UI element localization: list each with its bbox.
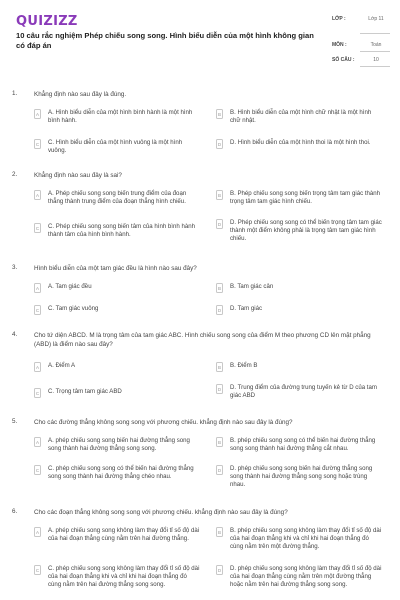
option-box[interactable]: A: [34, 362, 41, 372]
option-box[interactable]: C: [34, 465, 41, 475]
option-box[interactable]: A: [34, 190, 41, 200]
mon-label: MÔN :: [332, 42, 347, 48]
question-text: Cho tứ diện ABCD. M là trọng tâm của tam giác ABC. Hình chiếu song song của điểm M theo phương CD lên mặt phẳng (ABD) là điểm nào sau đây?: [34, 332, 371, 348]
option-text: B. phép chiếu song song không làm thay đổi tỉ số độ dài của hai đoạn thẳng khi và chỉ khi hai đoạn thẳng đó cùng nằm trên một đường thẳng.: [230, 527, 382, 551]
option-box[interactable]: D: [216, 384, 223, 394]
option-text: A. Phép chiếu song song biến trung điểm của đoạn thẳng thành trung điểm của đoạn thẳng hình chiếu.: [48, 190, 187, 206]
question-text: Cho các đường thẳng không song song với phương chiếu. khẳng định nào sau đây là đúng?: [34, 419, 293, 426]
lop-label: LỚP :: [332, 16, 346, 22]
option-text: D. Tam giác: [230, 305, 263, 312]
question-text: Khẳng định nào sau đây là đúng.: [34, 91, 127, 98]
option-text: C. Tam giác vuông: [48, 305, 99, 312]
option-box[interactable]: D: [216, 305, 223, 315]
option-box[interactable]: A: [34, 109, 41, 119]
option-text: B. phép chiếu song song có thể biến hai đường thẳng song song thành hai đường thẳng cắt nhau.: [230, 437, 376, 453]
option-text: A. phép chiếu song song không làm thay đổi tỉ số độ dài của hai đoạn thẳng cùng nằm trên hai đường thẳng.: [48, 527, 200, 543]
question-number: 6.: [12, 508, 18, 515]
lop-value: Lớp 11: [368, 16, 384, 22]
worksheet-header: [0, 0, 400, 80]
socau-label: SỐ CÂU :: [332, 57, 355, 63]
question-number: 3.: [12, 264, 18, 271]
option-box[interactable]: B: [216, 283, 223, 293]
option-box[interactable]: D: [216, 465, 223, 475]
option-box[interactable]: C: [34, 139, 41, 149]
option-text: D. Trung điểm của đường trung tuyến kẻ từ D của tam giác ABD: [230, 384, 377, 400]
option-text: B. Tam giác cân: [230, 283, 274, 290]
option-box[interactable]: B: [216, 190, 223, 200]
option-box[interactable]: D: [216, 139, 223, 149]
question-number: 2.: [12, 171, 18, 178]
option-box[interactable]: D: [216, 219, 223, 229]
question-text: Hình biểu diễn của một tam giác đều là hình nào sau đây?: [34, 265, 197, 272]
option-box[interactable]: D: [216, 565, 223, 575]
socau-value: 10: [373, 57, 379, 63]
option-box[interactable]: C: [34, 565, 41, 575]
divider: [360, 66, 390, 67]
option-text: C. Trọng tâm tam giác ABD: [48, 388, 122, 395]
option-text: B. Điểm B: [230, 362, 258, 369]
option-text: A. phép chiếu song song biến hai đường thẳng song song thành hai đường thẳng song song.: [48, 437, 190, 453]
option-text: D. phép chiếu song song biến hai đường thẳng song song thành hai đường thẳng song song hoặc trùng nhau.: [230, 465, 373, 489]
option-text: A. Tam giác đều: [48, 283, 92, 290]
option-text: B. Phép chiếu song song biến trọng tâm tam giác thành trọng tâm tam giác hình chiếu.: [230, 190, 381, 206]
option-box[interactable]: A: [34, 437, 41, 447]
option-text: C. Hình biểu diễn của một hình vuông là một hình vuông.: [48, 139, 183, 155]
question-text: Cho các đoạn thẳng không song song với phương chiếu. khẳng định nào sau đây là đúng?: [34, 509, 288, 516]
option-text: C. Phép chiếu song song biến tâm của hình bình hành thành tâm của hình bình hành.: [48, 223, 196, 239]
option-box[interactable]: C: [34, 388, 41, 398]
option-box[interactable]: B: [216, 527, 223, 537]
question-number: 4.: [12, 331, 18, 338]
divider: [360, 33, 390, 34]
option-box[interactable]: C: [34, 305, 41, 315]
option-text: D. Phép chiếu song song có thể biến trọng tâm tam giác thành một điểm không phải là trọng tâm tam giác hình chiếu.: [230, 219, 382, 243]
option-text: C. phép chiếu song song không làm thay đổi tỉ số độ dài của hai đoạn thẳng khi và chỉ khi hai đoạn thẳng đó cùng nằm trên hai đường thẳng song song.: [48, 565, 200, 589]
option-text: D. phép chiếu song song không làm thay đổi tỉ số độ dài của hai đoạn thẳng cùng nằm trên một đường thẳng hoặc nằm trên hai đường thẳng song song.: [230, 565, 382, 589]
divider: [360, 51, 390, 52]
option-text: B. Hình biểu diễn của một hình chữ nhật là một hình chữ nhật.: [230, 109, 372, 125]
question-number: 5.: [12, 418, 18, 425]
option-box[interactable]: B: [216, 437, 223, 447]
option-text: A. Điểm A: [48, 362, 76, 369]
option-box[interactable]: C: [34, 223, 41, 233]
worksheet-title: 10 câu rắc nghiệm Phép chiếu song song. Hình biểu diễn của một hình không gian có đáp án: [16, 31, 314, 50]
question-number: 1.: [12, 90, 18, 97]
option-box[interactable]: B: [216, 109, 223, 119]
option-text: D. Hình biểu diễn của một hình thoi là một hình thoi.: [230, 139, 371, 146]
question-text: Khẳng định nào sau đây là sai?: [34, 172, 122, 179]
option-text: C. phép chiếu song song có thể biến hai đường thẳng song song thành hai đường thẳng chéo nhau.: [48, 465, 194, 481]
option-text: A. Hình biểu diễn của một hình bình hành là một hình bình hành.: [48, 109, 193, 125]
quizizz-logo[interactable]: QUIZIZZ: [16, 14, 78, 29]
option-box[interactable]: B: [216, 362, 223, 372]
option-box[interactable]: A: [34, 527, 41, 537]
option-box[interactable]: A: [34, 283, 41, 293]
mon-value: Toán: [370, 42, 382, 48]
